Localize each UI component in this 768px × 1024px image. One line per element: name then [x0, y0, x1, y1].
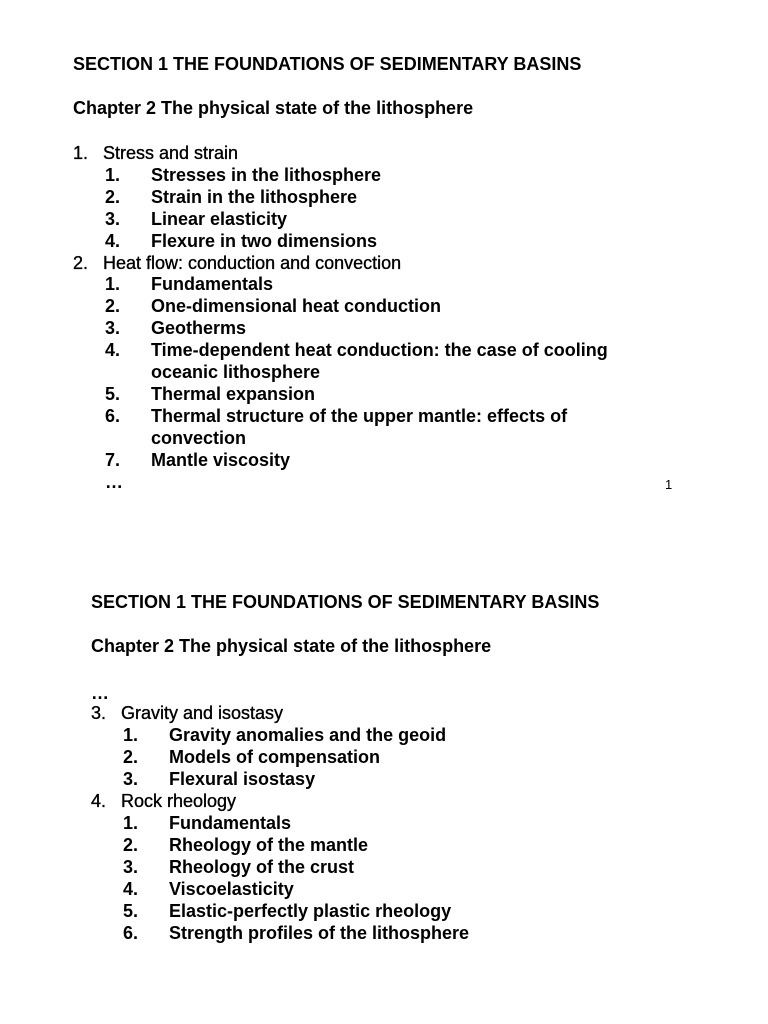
section-title: SECTION 1 THE FOUNDATIONS OF SEDIMENTARY BASINS — [91, 592, 600, 612]
subitem-number: 5. — [123, 901, 139, 921]
subitem-label: Strain in the lithosphere — [151, 187, 358, 207]
subitem-label: Linear elasticity — [151, 209, 288, 229]
item-label: Rock rheology — [121, 791, 237, 811]
subitem-number: 7. — [105, 450, 121, 470]
subitem-number: 4. — [105, 231, 121, 251]
subitem-label: Mantle viscosity — [151, 450, 291, 470]
subitem-label: Fundamentals — [169, 813, 292, 833]
ellipsis: … — [105, 472, 123, 492]
page-number: 1 — [665, 477, 673, 492]
subitem-number: 1. — [105, 165, 121, 185]
chapter-title: Chapter 2 The physical state of the lithosphere — [73, 98, 474, 118]
subitem-number: 3. — [105, 318, 121, 338]
subitem-number: 4. — [105, 340, 121, 360]
item-number: 3. — [91, 703, 107, 723]
subitem-number: 2. — [105, 296, 121, 316]
subitem-label: Rheology of the mantle — [169, 835, 369, 855]
subitem-label: Thermal expansion — [151, 384, 316, 404]
subitem-number: 2. — [105, 187, 121, 207]
item-label: Stress and strain — [103, 143, 239, 163]
item-number: 1. — [73, 143, 89, 163]
subitem-number: 3. — [123, 769, 139, 789]
subitem-number: 3. — [123, 857, 139, 877]
subitem-label: Stresses in the lithosphere — [151, 165, 382, 185]
subitem-label: Geotherms — [151, 318, 247, 338]
subitem-label: Rheology of the crust — [169, 857, 355, 877]
subitem-number: 1. — [123, 725, 139, 745]
item-label: Gravity and isostasy — [121, 703, 284, 723]
subitem-number: 2. — [123, 747, 139, 767]
subitem-number: 5. — [105, 384, 121, 404]
subitem-number: 6. — [123, 923, 139, 943]
chapter-title: Chapter 2 The physical state of the lithosphere — [91, 636, 492, 656]
subitem-label-continuation: oceanic lithosphere — [151, 362, 321, 382]
subitem-label-continuation: convection — [151, 428, 247, 448]
subitem-number: 4. — [123, 879, 139, 899]
subitem-label: Gravity anomalies and the geoid — [169, 725, 447, 745]
subitem-label: Viscoelasticity — [169, 879, 294, 899]
subitem-label: One-dimensional heat conduction — [151, 296, 442, 316]
subitem-label: Flexural isostasy — [169, 769, 316, 789]
ellipsis: … — [91, 683, 109, 703]
subitem-number: 3. — [105, 209, 121, 229]
subitem-label: Strength profiles of the lithosphere — [169, 923, 470, 943]
subitem-label: Thermal structure of the upper mantle: effects of — [151, 406, 568, 426]
subitem-label: Flexure in two dimensions — [151, 231, 378, 251]
item-number: 4. — [91, 791, 107, 811]
subitem-label: Elastic-perfectly plastic rheology — [169, 901, 452, 921]
subitem-label: Time-dependent heat conduction: the case of cooling — [151, 340, 608, 360]
subitem-number: 2. — [123, 835, 139, 855]
subitem-number: 1. — [105, 274, 121, 294]
section-title: SECTION 1 THE FOUNDATIONS OF SEDIMENTARY BASINS — [73, 54, 582, 74]
subitem-number: 6. — [105, 406, 121, 426]
item-number: 2. — [73, 253, 89, 273]
subitem-label: Fundamentals — [151, 274, 274, 294]
subitem-label: Models of compensation — [169, 747, 381, 767]
subitem-number: 1. — [123, 813, 139, 833]
item-label: Heat flow: conduction and convection — [103, 253, 402, 273]
